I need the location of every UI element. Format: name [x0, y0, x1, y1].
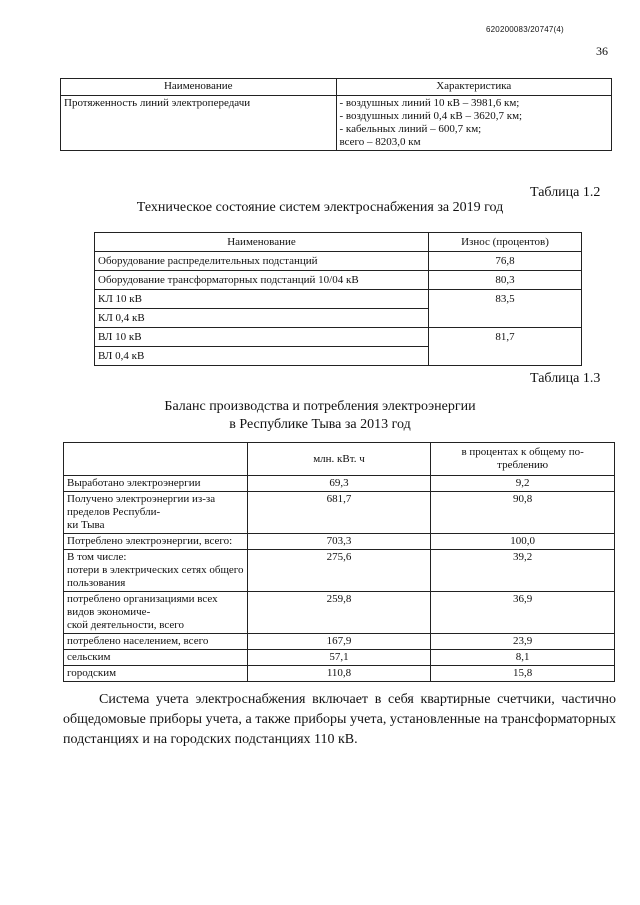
table-header-row: [64, 443, 615, 476]
line-item: - кабельных линий – 600,7 км;: [339, 123, 482, 135]
percent-cell: 15,8: [431, 666, 615, 682]
column-header-empty: [64, 443, 248, 476]
row-name-cell: Получено электроэнергии из-за пределов Республи- ки Тыва: [64, 492, 248, 534]
table-row: [64, 550, 615, 592]
mln-kwh-cell: 110,8: [247, 666, 431, 682]
percent-cell: 39,2: [431, 550, 615, 592]
percent-cell: 8,1: [431, 650, 615, 666]
table-row: [64, 534, 615, 550]
column-header-mln-kwh: млн. кВт. ч: [247, 443, 431, 476]
percent-cell: 36,9: [431, 592, 615, 634]
column-header-percent: в процентах к общему по- треблению: [431, 443, 615, 476]
row-name-cell: ВЛ 10 кВ: [95, 328, 429, 347]
table-caption: Таблица 1.2: [530, 185, 601, 200]
mln-kwh-cell: 703,3: [247, 534, 431, 550]
table-row: [95, 328, 582, 347]
table-title-line2: в Республике Тыва за 2013 год: [229, 417, 411, 432]
row-name-cell: В том числе: потери в электрических сетях общего пользования: [64, 550, 248, 592]
row-name-cell: Протяженность линий электропередачи: [61, 96, 337, 151]
table-row: [61, 96, 612, 151]
mln-kwh-cell: 57,1: [247, 650, 431, 666]
document-number: 620200083/20747(4): [486, 25, 564, 34]
percent-cell: 90,8: [431, 492, 615, 534]
column-header-wear: Износ (процентов): [429, 233, 582, 252]
table-row: [64, 650, 615, 666]
energy-balance-table: [63, 442, 615, 682]
row-name-cell: сельским: [64, 650, 248, 666]
percent-cell: 100,0: [431, 534, 615, 550]
line-item: - воздушных линий 10 кВ – 3981,6 км;: [339, 97, 520, 109]
line-item: всего – 8203,0 км: [339, 136, 421, 148]
table-title-line1: Баланс производства и потребления электроэнергии: [164, 399, 476, 414]
table-header-row: [95, 233, 582, 252]
mln-kwh-cell: 681,7: [247, 492, 431, 534]
mln-kwh-cell: 275,6: [247, 550, 431, 592]
row-name-cell: потреблено организациями всех видов экономиче- ской деятельности, всего: [64, 592, 248, 634]
mln-kwh-cell: 259,8: [247, 592, 431, 634]
row-name-cell: Оборудование распределительных подстанций: [95, 252, 429, 271]
row-name-cell: Выработано электроэнергии: [64, 476, 248, 492]
table-header-row: [61, 79, 612, 96]
table-row: [64, 592, 615, 634]
percent-cell: 9,2: [431, 476, 615, 492]
characteristic-cell: [336, 96, 612, 151]
table-row: [95, 271, 582, 290]
value-cell: 76,8: [429, 252, 582, 271]
table-row: [95, 290, 582, 309]
column-header-characteristic: Характеристика: [336, 79, 612, 96]
power-lines-table: [60, 78, 612, 151]
value-cell: 80,3: [429, 271, 582, 290]
row-name-cell: КЛ 10 кВ: [95, 290, 429, 309]
table-row: [95, 252, 582, 271]
table-row: [64, 492, 615, 534]
row-name-cell: городским: [64, 666, 248, 682]
table-caption: Таблица 1.3: [530, 371, 601, 386]
table-row: [64, 476, 615, 492]
line-item: - воздушных линий 0,4 кВ – 3620,7 км;: [339, 110, 523, 122]
mln-kwh-cell: 69,3: [247, 476, 431, 492]
value-cell: 81,7: [429, 328, 582, 366]
row-name-cell: Потреблено электроэнергии, всего:: [64, 534, 248, 550]
body-paragraph: Система учета электроснабжения включает в себя квартирные счетчики, частично общедомовые приборы учета, а также приборы учета, установленные на трансформаторных подстанциях и на городских подстанциях 110 кВ.: [63, 692, 616, 747]
row-name-cell: Оборудование трансформаторных подстанций 10/04 кВ: [95, 271, 429, 290]
row-name-cell: потреблено населением, всего: [64, 634, 248, 650]
table-row: [64, 634, 615, 650]
table-title: Техническое состояние систем электроснабжения за 2019 год: [136, 200, 504, 215]
mln-kwh-cell: 167,9: [247, 634, 431, 650]
column-header-name: Наименование: [95, 233, 429, 252]
table-body: [64, 476, 615, 682]
row-name-cell: КЛ 0,4 кВ: [95, 309, 429, 328]
table-row: [64, 666, 615, 682]
row-name-cell: ВЛ 0,4 кВ: [95, 347, 429, 366]
value-cell: 83,5: [429, 290, 582, 328]
column-header-name: Наименование: [61, 79, 337, 96]
technical-condition-table: [94, 232, 582, 366]
page-number: 36: [596, 44, 608, 58]
percent-cell: 23,9: [431, 634, 615, 650]
